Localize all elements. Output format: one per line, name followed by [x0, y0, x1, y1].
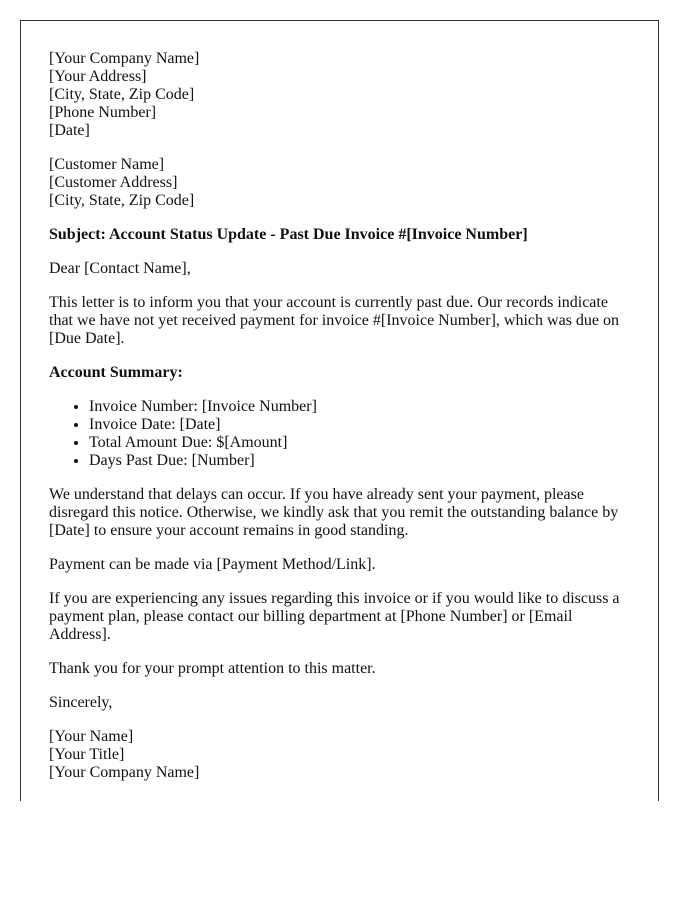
signature-title: [Your Title] — [49, 746, 125, 763]
recipient-name: [Customer Name] — [49, 156, 165, 173]
subject-line: Subject: Account Status Update - Past Due Invoice #[Invoice Number] — [49, 226, 528, 243]
sender-address-block — [49, 50, 630, 140]
intro-paragraph: This letter is to inform you that your account is currently past due. Our records indicate that we have not yet received payment for invoice #[Invoice Number], which was due on [Due Date]. — [49, 294, 620, 347]
signature-block — [49, 728, 630, 782]
contact-paragraph: If you are experiencing any issues regarding this invoice or if you would like to discuss a payment plan, please contact our billing department at [Phone Number] or [Email Address]. — [49, 590, 620, 643]
closing: Sincerely, — [49, 694, 113, 711]
sender-address: [Your Address] — [49, 68, 147, 85]
thanks-paragraph: Thank you for your prompt attention to this matter. — [49, 660, 376, 677]
sender-company-name: [Your Company Name] — [49, 50, 200, 67]
recipient-address-block — [49, 156, 630, 210]
sender-city-state-zip: [City, State, Zip Code] — [49, 86, 195, 103]
account-summary-list — [49, 398, 630, 470]
understanding-paragraph: We understand that delays can occur. If you have already sent your payment, please disregard this notice. Otherwise, we kindly ask that you remit the outstanding balance by [Date] to ensure your account remains in good standing. — [49, 486, 619, 539]
letter-container — [20, 20, 659, 801]
summary-item-total-amount: • Total Amount Due: $[Amount] — [89, 434, 630, 452]
salutation: Dear [Contact Name], — [49, 260, 191, 277]
signature-company-name: [Your Company Name] — [49, 764, 200, 781]
sender-phone: [Phone Number] — [49, 104, 157, 121]
payment-paragraph: Payment can be made via [Payment Method/Link]. — [49, 556, 376, 573]
recipient-city-state-zip: [City, State, Zip Code] — [49, 192, 195, 209]
account-summary-heading: Account Summary: — [49, 364, 183, 381]
letter-date: [Date] — [49, 122, 90, 139]
summary-item-invoice-date: • Invoice Date: [Date] — [89, 416, 630, 434]
summary-item-invoice-number: • Invoice Number: [Invoice Number] — [89, 398, 630, 416]
signature-name: [Your Name] — [49, 728, 134, 745]
summary-item-days-past-due: • Days Past Due: [Number] — [89, 452, 630, 470]
recipient-address: [Customer Address] — [49, 174, 178, 191]
